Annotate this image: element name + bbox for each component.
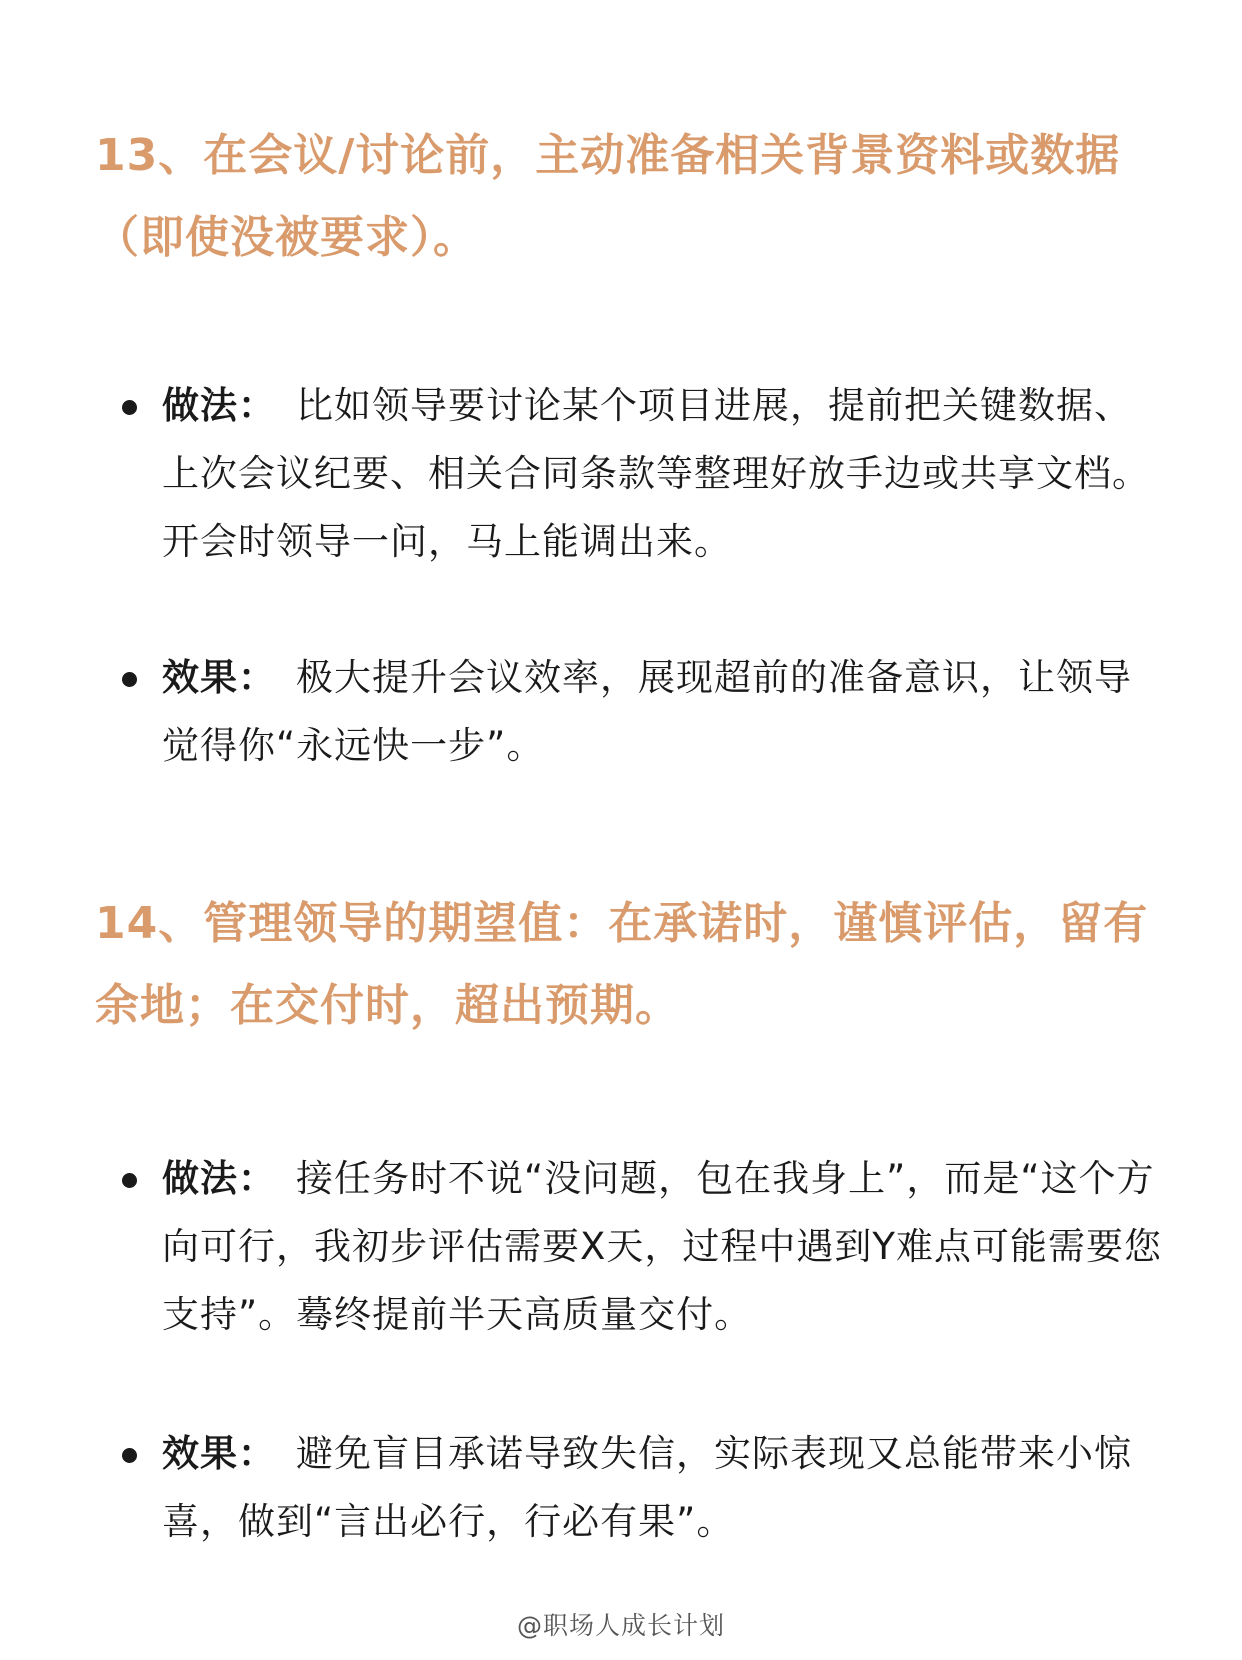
section-13-effect-item — [122, 644, 1162, 780]
section-13-method-text-block — [162, 372, 1162, 576]
bullet-dot-icon — [122, 1173, 137, 1188]
bullet-dot-icon — [122, 1448, 137, 1463]
method-label: 做法： — [162, 384, 276, 427]
bullet-dot-icon — [122, 672, 137, 687]
method-label: 做法： — [162, 1157, 276, 1200]
method-text: 接任务时不说“没问题，包在我身上”，而是“这个方向可行，我初步评估需要X天，过程中遇到Y难点可能需要您支持”。蓦终提前半天高质量交付。 — [162, 1157, 1162, 1336]
effect-text: 极大提升会议效率，展现超前的准备意识，让领导觉得你“永远快一步”。 — [162, 656, 1132, 767]
section-13-heading: 13、在会议/讨论前，主动准备相关背景资料或数据（即使没被要求）。 — [95, 130, 1121, 263]
section-14-method-text-block — [162, 1145, 1162, 1349]
effect-label: 效果： — [162, 1432, 276, 1475]
method-text: 比如领导要讨论某个项目进展，提前把关键数据、上次会议纪要、相关合同条款等整理好放手边或共享文档。开会时领导一问，马上能调出来。 — [162, 384, 1150, 563]
bullet-dot-icon — [122, 400, 137, 415]
effect-text: 避免盲目承诺导致失信，实际表现又总能带来小惊喜，做到“言出必行，行必有果”。 — [162, 1432, 1132, 1543]
section-13-method-item — [122, 372, 1162, 576]
section-13-effect-text-block — [162, 644, 1162, 780]
section-14-method-item — [122, 1145, 1162, 1349]
section-14-heading: 14、管理领导的期望值：在承诺时，谨慎评估，留有余地；在交付时，超出预期。 — [95, 898, 1149, 1031]
footer-watermark: @职场人成长计划 — [516, 1611, 725, 1640]
section-14-effect-item — [122, 1420, 1162, 1556]
section-14-effect-text-block — [162, 1420, 1162, 1556]
effect-label: 效果： — [162, 656, 276, 699]
